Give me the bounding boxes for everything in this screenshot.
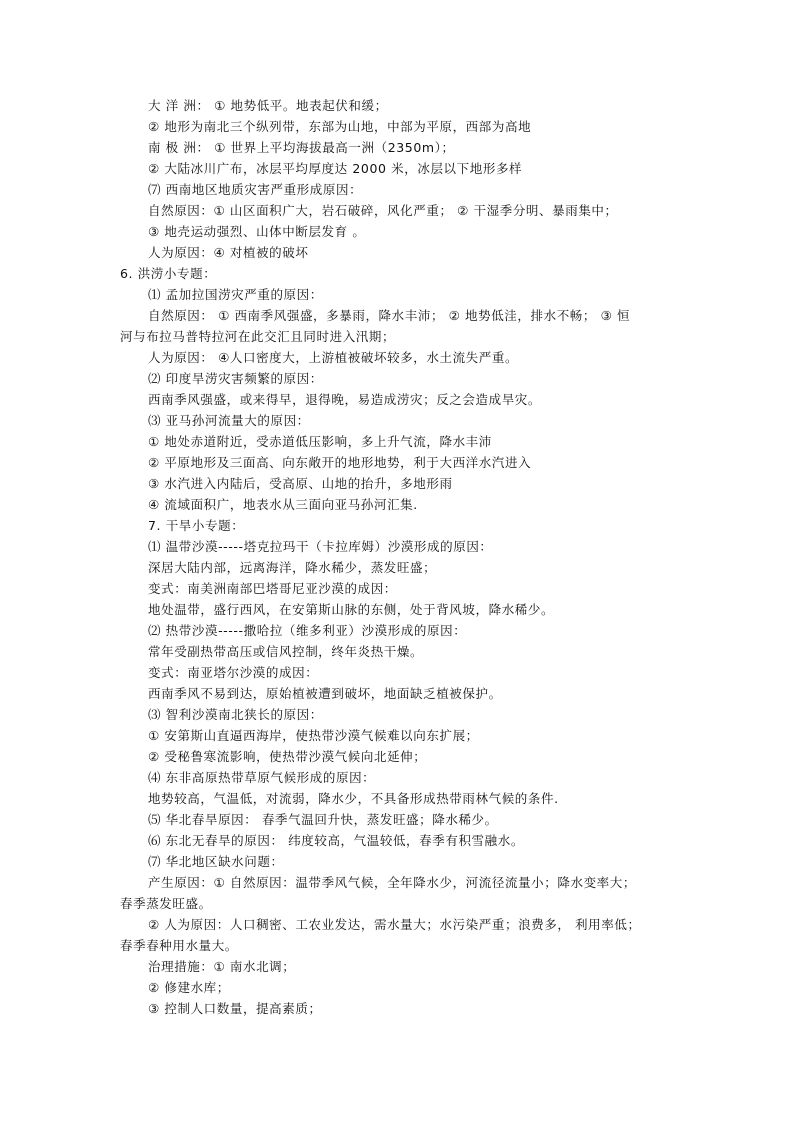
text-line: ③ 控制人口数量，提高素质； [148,1001,322,1016]
text-line: 产生原因：① 自然原因：温带季风气候，全年降水少，河流径流量小；降水变率大； [148,875,636,890]
text-line: 人为原因：④ 对植被的破坏 [148,245,309,260]
text-line: ⑶ 亚马孙河流量大的原因： [148,413,310,428]
text-line: ⑶ 智利沙漠南北狭长的原因： [148,707,323,722]
section-heading: 7. 干旱小专题： [148,518,245,533]
text-line: 自然原因：① 山区面积广大，岩石破碎，风化严重； ② 干湿季分明、暴雨集中； [148,203,618,218]
text-line: ⑵ 热带沙漠-----撒哈拉（维多利亚）沙漠形成的原因： [148,623,467,638]
text-line: 变式：南亚塔尔沙漠的成因： [148,665,319,680]
text-line: 变式：南美洲南部巴塔哥尼亚沙漠的成因： [148,581,397,596]
text-line: ③ 地壳运动强烈、山体中断层发育 。 [148,224,366,239]
text-line: 地处温带，盛行西风，在安第斯山脉的东侧，处于背风坡，降水稀少。 [148,602,555,617]
text-line: ⑴ 温带沙漠-----塔克拉玛干（卡拉库姆）沙漠形成的原因： [148,539,493,554]
text-line: ② 平原地形及三面高、向东敞开的地形地势，利于大西洋水汽进入 [148,455,532,470]
text-line: ② 受秘鲁寒流影响，使热带沙漠气候向北延伸； [148,749,427,764]
text-line: 春季蒸发旺盛。 [120,896,212,911]
text-line: ② 修建水库； [148,980,230,995]
text-line: 自然原因： ① 西南季风强盛，多暴雨，降水丰沛； ② 地势低洼，排水不畅； ③ 恒 [148,308,631,323]
text-line: 河与布拉马普特拉河在此交汇且同时进入汛期； [120,329,396,344]
text-line: 南 极 洲： ① 世界上平均海拔最高一洲（2350m）； [148,140,455,155]
text-line: ② 人为原因：人口稠密、工农业发达，需水量大；水污染严重；浪费多， 利用率低； [148,917,641,932]
text-line: ② 地形为南北三个纵列带，东部为山地，中部为平原，西部为高地 [148,119,532,134]
text-line: ③ 水汽进入内陆后，受高原、山地的抬升，多地形雨 [148,476,453,491]
text-line: ① 安第斯山直逼西海岸，使热带沙漠气候难以向东扩展； [148,728,479,743]
text-line: 西南季风不易到达，原始植被遭到破坏，地面缺乏植被保护。 [148,686,502,701]
text-line: 春季春种用水量大。 [120,938,238,953]
text-line: ⑴ 孟加拉国涝灾严重的原因： [148,287,323,302]
text-line: 人为原因： ④人口密度大，上游植被破坏较多，水土流失严重。 [148,350,519,365]
text-line: ① 地处赤道附近，受赤道低压影响，多上升气流，降水丰沛 [148,434,492,449]
text-line: ⑷ 东非高原热带草原气候形成的原因： [148,770,376,785]
text-line: 治理措施：① 南水北调； [148,959,296,974]
text-line: ④ 流域面积广，地表水从三面向亚马孙河汇集. [148,497,418,512]
text-line: 大 洋 洲： ① 地势低平。地表起伏和缓； [148,98,388,113]
text-line: ⑵ 印度旱涝灾害频繁的原因： [148,371,323,386]
text-line: 地势较高，气温低，对流弱，降水少，不具备形成热带雨林气候的条件. [148,791,559,806]
section-heading: 6. 洪涝小专题： [120,266,217,281]
text-line: ⑹ 东北无春旱的原因： 纬度较高，气温较低，春季有积雪融水。 [148,833,524,848]
text-line: 西南季风强盛，或来得早，退得晚，易造成涝灾；反之会造成旱灾。 [148,392,542,407]
text-line: ⑺ 华北地区缺水问题： [148,854,284,869]
text-line: 深居大陆内部，远离海洋，降水稀少，蒸发旺盛； [148,560,437,575]
text-line: ⑺ 西南地区地质灾害严重形成原因： [148,182,363,197]
text-line: 常年受副热带高压或信风控制，终年炎热干燥。 [148,644,424,659]
text-line: ② 大陆冰川广布，冰层平均厚度达 2000 米，冰层以下地形多样 [148,161,523,176]
text-line: ⑸ 华北春旱原因： 春季气温回升快，蒸发旺盛；降水稀少。 [148,812,498,827]
